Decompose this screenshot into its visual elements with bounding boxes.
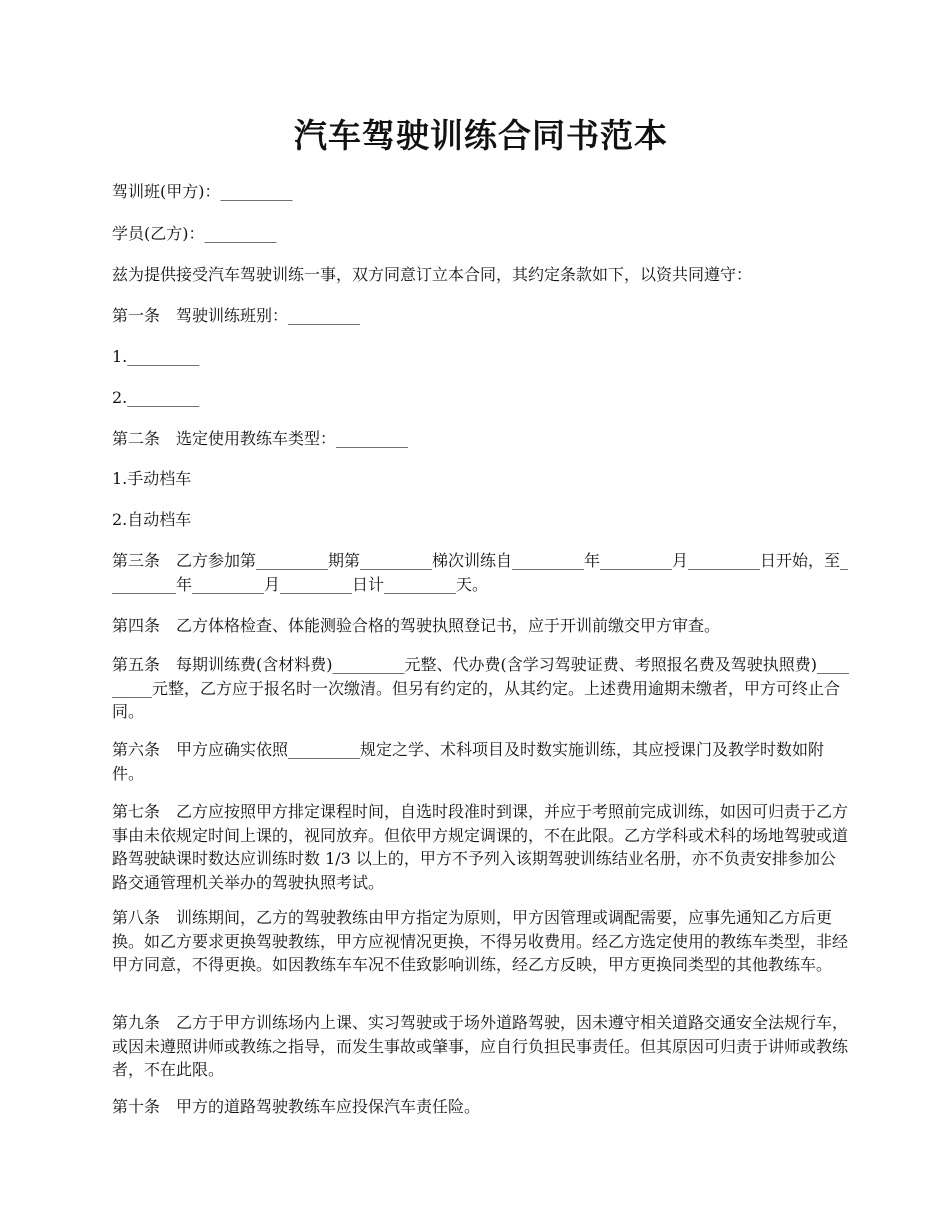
article-1-item-2: 2._________ — [112, 388, 200, 407]
article-10: 第十条 甲方的道路驾驶教练车应投保汽车责任险。 — [112, 1097, 481, 1116]
preamble: 兹为提供接受汽车驾驶训练一事，双方同意订立本合同，其约定条款如下，以资共同遵守： — [112, 265, 753, 284]
article-8: 第八条 训练期间，乙方的驾驶教练由甲方指定为原则，甲方因管理或调配需要，应事先通知乙方后更换。如乙方要求更换驾驶教练，甲方应视情况更换，不得另收费用。经乙方选定使用的教练车类型，非经甲方同意，不得更换。如因教练车车况不佳致影响训练，经乙方反映，甲方更换同类型的其他教练车。 — [112, 908, 849, 974]
article-9: 第九条 乙方于甲方训练场内上课、实习驾驶或于场外道路驾驶，因未遵守相关道路交通安全法规行车，或因未遵照讲师或教练之指导，而发生事故或肇事，应自行负担民事责任。但其原因可归责于讲师或教练者，不在此限。 — [112, 1013, 849, 1079]
party-a-line: 驾训班(甲方)：_________ — [112, 182, 293, 201]
article-5: 第五条 每期训练费(含材料费)_________元整、代办费(含学习驾驶证费、考照报名费及驾驶执照费)_________元整，乙方应于报名时一次缴清。但另有约定的，从其约定。上述费用逾期未缴者，甲方可终止合同。 — [112, 655, 849, 721]
article-2: 第二条 选定使用教练车类型：_________ — [112, 429, 409, 448]
article-7: 第七条 乙方应按照甲方排定课程时间，自选时段准时到课，并应于考照前完成训练，如因可归责于乙方事由未依规定时间上课的，视同放弃。但依甲方规定调课的，不在此限。乙方学科或术科的场地驾驶或道路驾驶缺课时数达应训练时数 1/3 以上的，甲方不予列入该期驾驶训练结业名册，亦不负责安排参加公路交通管理机关举办的驾驶执照考试。 — [112, 802, 849, 892]
article-1-item-1: 1._________ — [112, 347, 200, 366]
document-title: 汽车驾驶训练合同书范本 — [294, 116, 668, 155]
article-6: 第六条 甲方应确实依照_________规定之学、术科项目及时数实施训练，其应授课门及教学时数如附件。 — [112, 740, 825, 783]
article-4: 第四条 乙方体格检查、体能测验合格的驾驶执照登记书，应于开训前缴交甲方审查。 — [112, 616, 721, 635]
article-2-item-2: 2.自动档车 — [112, 510, 192, 529]
party-b-line: 学员(乙方)：_________ — [112, 224, 277, 243]
article-2-item-1: 1.手动档车 — [112, 469, 192, 488]
article-3: 第三条 乙方参加第_________期第_________梯次训练自_________年_________月_________日开始，至_________年_________月_________日计_________天。 — [112, 551, 849, 594]
article-1: 第一条 驾驶训练班别：_________ — [112, 306, 361, 325]
